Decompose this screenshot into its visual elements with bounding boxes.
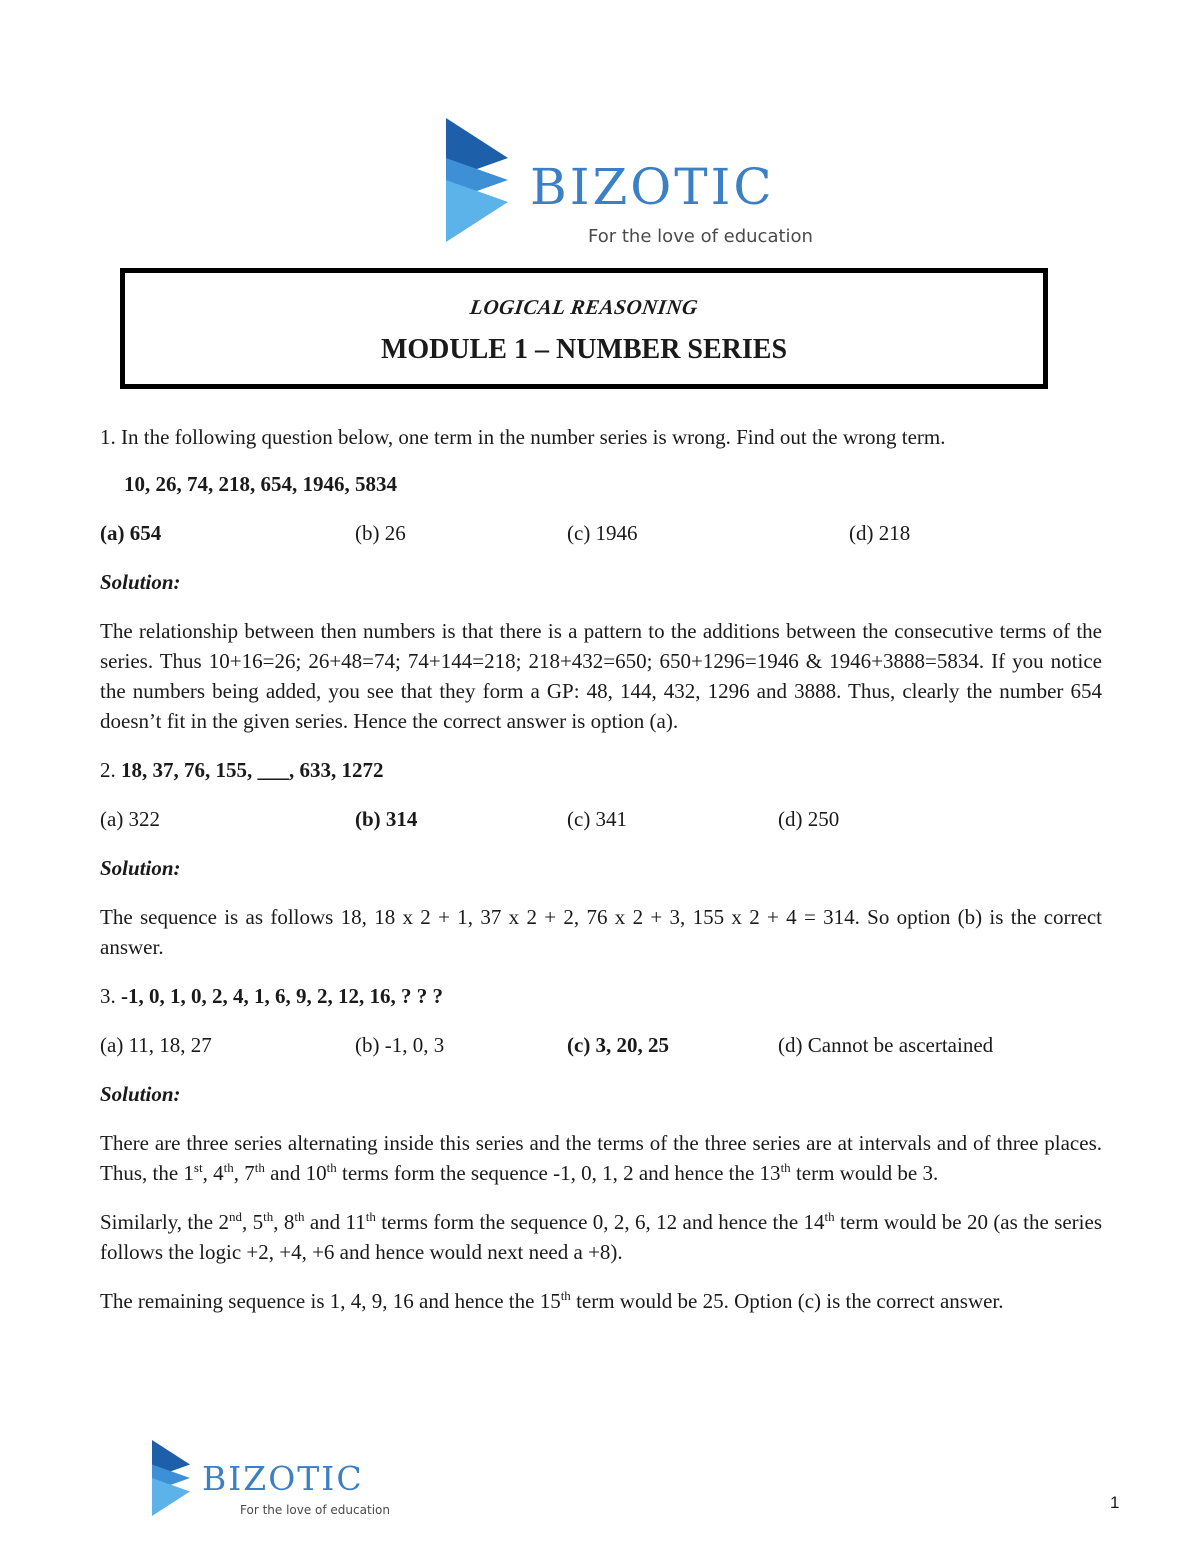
q3-sol2-sup: th [263,1209,274,1224]
bizotic-logo-footer [152,1440,390,1517]
document-body [100,422,1102,1335]
brand-tagline: For the love of education [588,226,813,247]
q3-sol1-sup: th [326,1160,337,1175]
q2-solution: The sequence is as follows 18, 18 x 2 + 1, 37 x 2 + 2, 76 x 2 + 3, 155 x 2 + 4 = 314. So option (b) is the correct answer. [100,905,1102,959]
q3-sol1-sup: th [223,1160,234,1175]
q3-sol1-text: and 10 [264,1161,327,1185]
footer-brand-name: BIZOTIC [202,1459,364,1498]
q3-sol2-text: Similarly, the 2 [100,1210,229,1234]
q3-sol1-text: , 7 [233,1161,255,1185]
q3-option-b: (b) -1, 0, 3 [355,1033,445,1057]
q3-sol3-text: term would be 25. Option (c) is the correct answer. [570,1289,1004,1313]
footer-brand-tagline: For the love of education [240,1503,390,1517]
q3-sol1-text: , 4 [202,1161,224,1185]
q1-question [100,422,1102,452]
q3-solution-paragraph-3 [100,1286,1102,1316]
q2-options [100,804,1102,834]
q2-series: 18, 37, 76, 155, ___, 633, 1272 [121,758,384,782]
q3-solution-label: Solution: [100,1082,181,1106]
q3-sol2-text: , 8 [273,1210,295,1234]
q2-option-c: (c) 341 [567,807,628,831]
q3-options [100,1030,1102,1060]
bizotic-play-icon [152,1440,190,1516]
q3-sol2-sup: th [294,1209,305,1224]
q3-sol2-text: , 5 [241,1210,264,1234]
brand-name: BIZOTIC [530,158,775,216]
q2-question [100,755,1102,785]
q1-option-d: (d) 218 [849,521,911,545]
q1-option-b: (b) 26 [355,521,406,545]
q2-number: 2. [100,758,116,782]
q1-solution-label: Solution: [100,570,181,594]
q3-solution-paragraph-1 [100,1128,1102,1188]
q3-sol1-sup: st [193,1160,203,1175]
q2-option-d: (d) 250 [778,807,840,831]
q1-option-c: (c) 1946 [567,521,638,545]
bizotic-play-icon [446,118,508,242]
q3-sol1-sup: th [254,1160,265,1175]
subject-title: LOGICAL REASONING [468,295,700,319]
q3-option-c: (c) 3, 20, 25 [567,1033,670,1057]
q3-sol2-text: terms form the sequence 0, 2, 6, 12 and hence the 14 [375,1210,825,1234]
q3-sol3-text: The remaining sequence is 1, 4, 9, 16 and hence the 15 [100,1289,561,1313]
q3-number: 3. [100,984,116,1008]
q2-option-a: (a) 322 [100,807,161,831]
q2-option-b: (b) 314 [355,807,418,831]
title-box [120,268,1048,389]
q3-sol3-sup: th [560,1288,571,1303]
q3-question [100,981,1102,1011]
q1-number: 1. [100,425,116,449]
q3-sol2-sup: th [824,1209,835,1224]
q1-text: In the following question below, one term in the number series is wrong. Find out the wrong term. [121,425,946,449]
bizotic-logo-top [446,118,813,247]
q3-solution-paragraph-2 [100,1207,1102,1267]
q1-option-a: (a) 654 [100,521,162,545]
q3-series: -1, 0, 1, 0, 2, 4, 1, 6, 9, 2, 12, 16, ? ? ? [121,984,443,1008]
q3-sol2-text: and 11 [304,1210,366,1234]
page-number: 1 [1110,1493,1120,1512]
q1-series: 10, 26, 74, 218, 654, 1946, 5834 [124,472,397,496]
q3-sol1-text: terms form the sequence -1, 0, 1, 2 and hence the 13 [336,1161,781,1185]
q3-option-a: (a) 11, 18, 27 [100,1033,212,1057]
module-title: MODULE 1 – NUMBER SERIES [380,334,788,365]
q3-sol2-sup: nd [228,1209,242,1224]
q3-sol1-text: There are three series alternating inside this series and the terms of the three series are at intervals and of three places. Thus, the 1 [100,1131,1102,1185]
q3-option-d: (d) Cannot be ascertained [778,1033,994,1057]
q2-solution-label: Solution: [100,856,181,880]
q1-solution: The relationship between then numbers is that there is a pattern to the additions between the consecutive terms of the series. Thus 10+16=26; 26+48=74; 74+144=218; 218+432=650; 650+1296=1946 & 1946+3888=5834. If you notice the numbers being added, you see that they form a GP: 48, 144, 432, 1296 and 3888. Thus, clearly the number 654 doesn’t fit in the given series. Hence the correct answer is option (a). [100,619,1102,733]
q3-sol2-sup: th [365,1209,376,1224]
q3-sol2-text: term would be 20 (as the series follows the logic +2, +4, +6 and hence would next need a +8). [100,1210,1103,1264]
q3-sol1-text: term would be 3. [790,1161,939,1185]
q1-options [100,518,1102,548]
q3-sol1-sup: th [780,1160,791,1175]
